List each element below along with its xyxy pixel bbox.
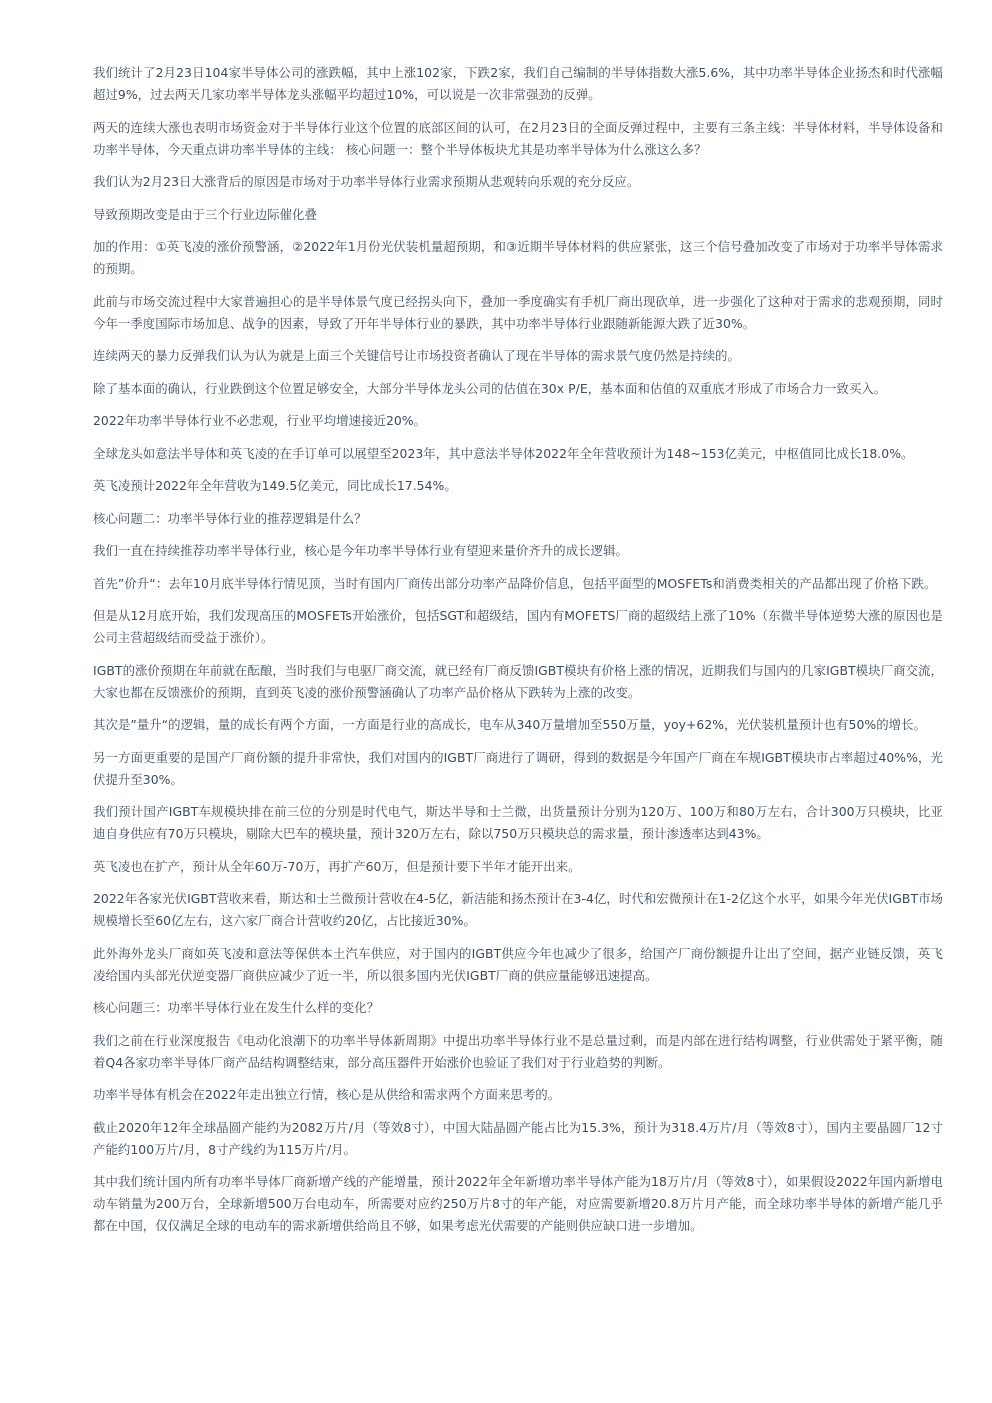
paragraph-3: 我们认为2月23日大涨背后的原因是市场对于功率半导体行业需求预期从悲观转向乐观的充分反应。	[93, 174, 640, 189]
section-heading-2: 核心问题二：功率半导体行业的推荐逻辑是什么？	[93, 510, 367, 526]
paragraph-14: 首先”价升“：去年10月底半导体行情见顶，当时有国内厂商传出部分功率产品降价信息，包括平面型的MOSFETs和消费类相关的产品都出现了价格下跌。	[93, 575, 937, 591]
paragraph-22: 此外海外龙头厂商如英飞凌和意法等保供本土汽车供应，对于国内的IGBT供应今年也减少了很多，给国产厂商份额提升让出了空间，据产业链反馈，英飞凌给国内头部光伏逆变器厂商供应减少了近一半，所以很多国内光伏IGBT厂商的供应量能够迅速提高。	[93, 945, 943, 983]
paragraph-19: 我们预计国产IGBT车规模块排在前三位的分别是时代电气，斯达半导和士兰微，出货量预计分别为120万、100万和80万左右，合计300万只模块，比亚迪自身供应有70万只模块，剔除大巴车的模块量，预计320万左右，除以750万只模块总的需求量，预计渗透率达到43%。	[93, 804, 943, 841]
paragraph-6: 此前与市场交流过程中大家普遍担心的是半导体景气度已经拐头向下，叠加一季度确实有手机厂商出现砍单，进一步强化了这种对于需求的悲观预期，同时今年一季度国际市场加息、战争的因素，导致了开年半导体行业的暴跌，其中功率半导体行业跟随新能源大跌了近30%。	[93, 293, 943, 331]
paragraph-26: 截止2020年12年全球晶圆产能约为2082万片/月（等效8寸），中国大陆晶圆产能占比为15.3%，预计为318.4万片/月（等效8寸），国内主要晶圆厂12寸产能约100万片/月，8寸产线约为115万片/月。	[93, 1119, 943, 1157]
paragraph-11: 英飞凌预计2022年全年营收为149.5亿美元，同比成长17.54%。	[93, 478, 457, 493]
document-body	[93, 62, 943, 1248]
paragraph-7: 连续两天的暴力反弹我们认为认为就是上面三个关键信号让市场投资者确认了现在半导体的需求景气度仍然是持续的。	[93, 348, 740, 363]
paragraph-13: 我们一直在持续推荐功率半导体行业，核心是今年功率半导体行业有望迎来量价齐升的成长逻辑。	[93, 543, 628, 558]
paragraph-21: 2022年各家光伏IGBT营收来看，斯达和士兰微预计营收在4-5亿，新洁能和扬杰预计在3-4亿，时代和宏微预计在1-2亿这个水平，如果今年光伏IGBT市场规模增长至60亿左右，这六家厂商合计营收约20亿，占比接近30%。	[93, 891, 943, 928]
paragraph-4: 导致预期改变是由于三个行业边际催化叠	[93, 206, 317, 222]
paragraph-5: 加的作用：①英飞凌的涨价预警涵，②2022年1月份光伏装机量超预期，和③近期半导体材料的供应紧张，这三个信号叠加改变了市场对于功率半导体需求的预期。	[93, 239, 943, 276]
paragraph-10: 全球龙头如意法半导体和英飞凌的在手订单可以展望至2023年，其中意法半导体2022年全年营收预计为148~153亿美元，中枢值同比成长18.0%。	[93, 445, 914, 461]
paragraph-9: 2022年功率半导体行业不必悲观，行业平均增速接近20%。	[93, 413, 427, 428]
paragraph-25: 功率半导体有机会在2022年走出独立行情，核心是从供给和需求两个方面来思考的。	[93, 1087, 561, 1102]
paragraph-1: 我们统计了2月23日104家半导体公司的涨跌幅，其中上涨102家，下跌2家，我们自己编制的半导体指数大涨5.6%，其中功率半导体企业扬杰和时代涨幅超过9%，过去两天几家功率半导体龙头涨幅平均超过10%，可以说是一次非常强劲的反弹。	[93, 65, 943, 102]
paragraph-2: 两天的连续大涨也表明市场资金对于半导体行业这个位置的底部区间的认可，在2月23日的全面反弹过程中，主要有三条主线：半导体材料，半导体设备和功率半导体，今天重点讲功率半导体的主线： 核心问题一：整个半导体板块尤其是功率半导体为什么涨这么多？	[93, 119, 943, 157]
paragraph-8: 除了基本面的确认，行业跌倒这个位置足够安全，大部分半导体龙头公司的估值在30x P/E，基本面和估值的双重底才形成了市场合力一致买入。	[93, 380, 887, 396]
paragraph-18: 另一方面更重要的是国产厂商份额的提升非常快，我们对国内的IGBT厂商进行了调研，得到的数据是今年国产厂商在车规IGBT模块市占率超过40%%，光伏提升至30%。	[93, 749, 943, 787]
paragraph-24: 我们之前在行业深度报告《电动化浪潮下的功率半导体新周期》中提出功率半导体行业不是总量过剩，而是内部在进行结构调整，行业供需处于紧平衡，随着Q4各家功率半导体厂商产品结构调整结束，部分高压器件开始涨价也验证了我们对于行业趋势的判断。	[93, 1032, 943, 1070]
paragraph-15: 但是从12月底开始，我们发现高压的MOSFETs开始涨价，包括SGT和超级结，国内有MOFETS厂商的超级结上涨了10%（东微半导体逆势大涨的原因也是公司主营超级结而受益于涨价）。	[93, 608, 943, 645]
paragraph-16: IGBT的涨价预期在年前就在酝酿，当时我们与电驱厂商交流，就已经有厂商反馈IGBT模块有价格上涨的情况，近期我们与国内的几家IGBT模块厂商交流，大家也都在反馈涨价的预期，直到英飞凌的涨价预警涵确认了功率产品价格从下跌转为上涨的改变。	[93, 662, 943, 700]
paragraph-27: 其中我们统计国内所有功率半导体厂商新增产线的产能增量，预计2022年全年新增功率半导体产能为18万片/月（等效8寸），如果假设2022年国内新增电动车销量为200万台，全球新增500万台电动车，所需要对应约250万片8寸的年产能，对应需要新增20.8万片月产能，而全球功率半导体的新增产能几乎都在中国，仅仅满足全球的电动车的需求新增供给尚且不够，如果考虑光伏需要的产能则供应缺口进一步增加。	[93, 1174, 943, 1233]
paragraph-20: 英飞凌也在扩产，预计从全年60万-70万，再扩产60万，但是预计要下半年才能开出来。	[93, 858, 581, 874]
paragraph-17: 其次是”量升“的逻辑，量的成长有两个方面，一方面是行业的高成长，电车从340万量增加至550万量，yoy+62%，光伏装机量预计也有50%的增长。	[93, 717, 926, 732]
section-heading-3: 核心问题三：功率半导体行业在发生什么样的变化？	[93, 1000, 380, 1015]
